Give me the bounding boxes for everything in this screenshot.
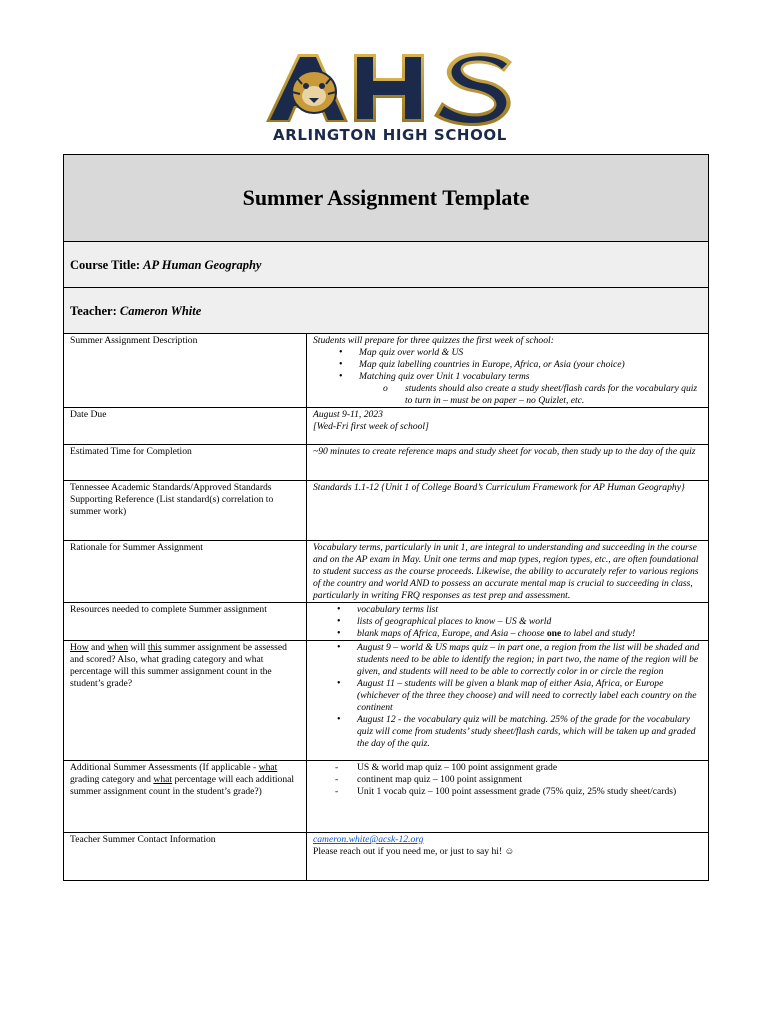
date-due-line1: August 9-11, 2023 [313, 409, 383, 420]
label-when: when [107, 642, 129, 653]
resources-bullet-last [313, 628, 702, 640]
resources-row [64, 603, 709, 641]
resources-bullet: • lists of geographical places to know – US & world [313, 616, 702, 628]
resources-last-post: to label and study! [561, 628, 636, 639]
estimated-time-label: Estimated Time for Completion [64, 445, 307, 481]
description-bullet: • Map quiz over world & US [313, 347, 702, 359]
contact-value [307, 833, 709, 881]
contact-note: Please reach out if you need me, or just to say hi! ☺ [313, 846, 515, 857]
document-title: Summer Assignment Template [242, 185, 530, 210]
assessment-value [307, 641, 709, 761]
label-this: this [147, 642, 162, 653]
rationale-label: Rationale for Summer Assignment [64, 541, 307, 603]
additional-item: - US & world map quiz – 100 point assignment grade [313, 762, 702, 774]
letter-h-mark [354, 54, 424, 122]
course-row [64, 242, 709, 288]
description-bullet: • Matching quiz over Unit 1 vocabulary terms [313, 371, 702, 383]
school-logo [262, 48, 518, 144]
date-due-row [64, 408, 709, 445]
contact-row [64, 833, 709, 881]
tiger-mascot-icon [292, 71, 336, 113]
resources-label: Resources needed to complete Summer assignment [64, 603, 307, 641]
date-due-label: Date Due [64, 408, 307, 445]
teacher-label: Teacher: [70, 303, 117, 318]
additional-assessments-row [64, 761, 709, 833]
title-row [64, 155, 709, 242]
teacher-value: Cameron White [119, 303, 202, 318]
date-due-line2: [Wed-Fri first week of school] [313, 421, 429, 432]
additional-label-mid: grading category and [70, 774, 154, 785]
additional-label-what2: what [153, 774, 173, 785]
resources-bullet: • vocabulary terms list [313, 604, 702, 616]
description-label: Summer Assignment Description [64, 334, 307, 408]
standards-row [64, 481, 709, 541]
assessment-label [64, 641, 307, 761]
label-rest: summer assignment be assessed and scored? Also, what grading category and what percentage will this summer assignment count in the student’s grade? [70, 642, 287, 689]
label-and: and [88, 642, 108, 653]
resources-last-bold: one [546, 628, 562, 639]
additional-label-what1: what [258, 762, 278, 773]
additional-label-pre: Additional Summer Assessments (If applicable - [70, 762, 259, 773]
course-title-cell [64, 242, 709, 288]
school-name-text: ARLINGTON HIGH SCHOOL [273, 126, 507, 144]
title-cell [64, 155, 709, 242]
summer-assignment-table [63, 154, 709, 881]
assessment-bullet: • August 11 – students will be given a blank map of either Asia, Africa, or Europe (whichever of the three they choose) and will need to correctly label each country on the continent [313, 678, 702, 714]
contact-email-link[interactable]: cameron.white@acsk-12.org [313, 834, 424, 845]
course-title-value: AP Human Geography [143, 257, 262, 272]
estimated-time-value: ~90 minutes to create reference maps and study sheet for vocab, then study up to the day of the quiz [307, 445, 709, 481]
additional-assessments-label [64, 761, 307, 833]
assessment-row [64, 641, 709, 761]
date-due-value [307, 408, 709, 445]
rationale-row [64, 541, 709, 603]
contact-label: Teacher Summer Contact Information [64, 833, 307, 881]
additional-assessments-value [307, 761, 709, 833]
additional-label-post: percentage will each additional summer assignment count in the student’s grade?) [70, 774, 295, 797]
assessment-bullet: • August 12 - the vocabulary quiz will be matching. 25% of the grade for the vocabulary quiz will come from students’ study sheet/flash cards, which will be taken up and graded the day of the quiz. [313, 714, 702, 750]
additional-item: - continent map quiz – 100 point assignment [313, 774, 702, 786]
resources-last-pre: blank maps of Africa, Europe, and Asia – choose [357, 628, 547, 639]
letter-s-mark [434, 52, 512, 126]
teacher-row [64, 288, 709, 334]
standards-value: Standards 1.1-12 {Unit 1 of College Board’s Curriculum Framework for AP Human Geography} [307, 481, 709, 541]
description-sub-bullet: o students should also create a study sheet/flash cards for the vocabulary quiz to turn in – must be on paper – no Quizlet, etc. [313, 383, 702, 407]
label-how: How [70, 642, 89, 653]
standards-label: Tennessee Academic Standards/Approved Standards Supporting Reference (List standard(s) correlation to summer work) [64, 481, 307, 541]
description-bullet: • Map quiz labelling countries in Europe, Africa, or Asia (your choice) [313, 359, 702, 371]
additional-item: - Unit 1 vocab quiz – 100 point assessment grade (75% quiz, 25% study sheet/cards) [313, 786, 702, 798]
ahs-logo-graphic [262, 48, 518, 144]
estimated-time-row [64, 445, 709, 481]
assessment-bullet: • August 9 – world & US maps quiz – in part one, a region from the list will be shaded and students need to be able to identify the region; in part two, the name of the region will be given, and students will need to be able to correctly color in or circle the region [313, 642, 702, 678]
rationale-value: Vocabulary terms, particularly in unit 1, are integral to understanding and succeeding in the course and on the AP exam in May. Unit one terms and map types, region types, etc., are often foundational to student success as the course proceeds. Likewise, the ability to accurately refer to various regions of the country and world AND to possess an accurate mental map is crucial to succeeding in class, particularly in writing FRQ responses as test prep and assessment. [307, 541, 709, 603]
description-value [307, 334, 709, 408]
resources-value [307, 603, 709, 641]
course-title-label: Course Title: [70, 257, 141, 272]
description-intro: Students will prepare for three quizzes the first week of school: [313, 335, 554, 346]
teacher-cell [64, 288, 709, 334]
description-row [64, 334, 709, 408]
label-will: will [128, 642, 148, 653]
